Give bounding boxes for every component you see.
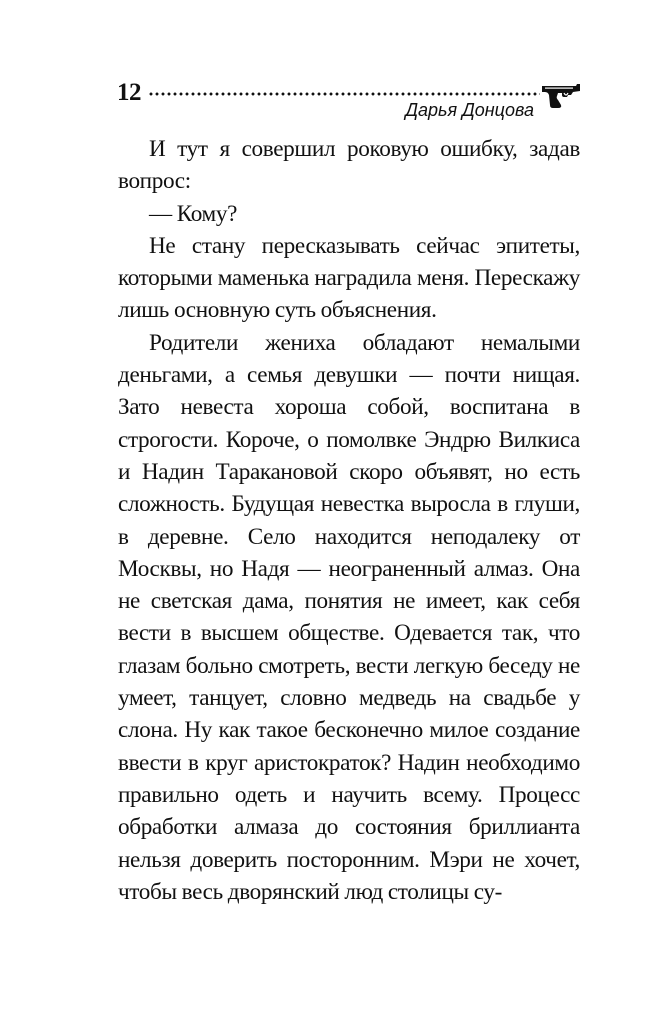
- page-number: 12: [117, 79, 141, 106]
- revolver-icon: [540, 83, 582, 109]
- paragraph: И тут я совершил роковую ошибку, задав вопрос:: [118, 136, 580, 195]
- body-text: [118, 133, 580, 908]
- paragraph-dialogue: — Кому?: [149, 200, 238, 227]
- paragraph: Не стану пересказывать сейчас эпитеты, которыми маменька наградила меня. Перескажу лишь основную суть объяснения.: [118, 232, 580, 324]
- header-dotted-rule: [148, 92, 540, 96]
- running-head-author: Дарья Донцова: [405, 100, 534, 120]
- paragraph: Родители жениха обладают немалыми деньгами, а семья девушки — почти нищая. Зато невеста хороша собой, воспитана в строгости. Короче, о помолвке Эндрю Вилкиса и Надин Таракановой скоро объявят, но есть сложность. Будущая невестка выросла в глуши, в деревне. Село находится неподалеку от Москвы, но Надя — неограненный алмаз. Она не светская дама, понятия не имеет, как себя вести в высшем обществе. Одевается так, что глазам больно смотреть, вести легкую беседу не умеет, танцует, словно медведь на свадьбе у слона. Ну как такое бесконечно милое создание ввести в круг аристократок? Надин необходимо правильно одеть и научить всему. Процесс обработки алмаза до состояния бриллианта нельзя доверить посторонним. Мэри не хочет, чтобы весь дворянский люд столицы су-: [118, 329, 580, 905]
